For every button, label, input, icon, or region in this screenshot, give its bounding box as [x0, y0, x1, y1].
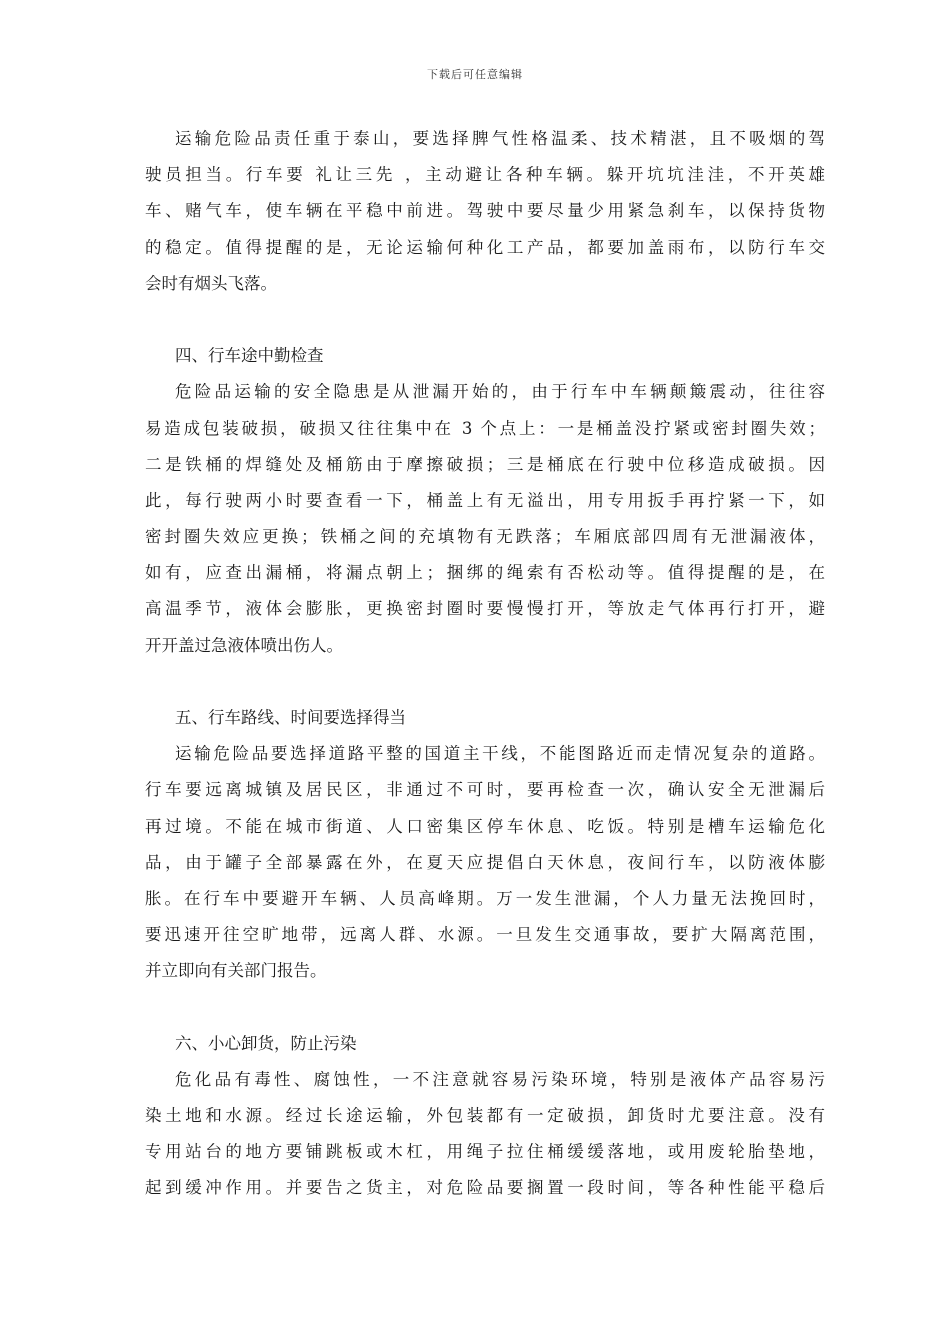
text-line: 染土地和水源。经过长途运输，外包装都有一定破损，卸货时尤要注意。没有: [145, 1106, 825, 1126]
text-line: 密封圈失效应更换；铁桶之间的充填物有无跌落；车厢底部四周有无泄漏液体，: [145, 527, 825, 547]
section-route-timing: [145, 700, 825, 990]
paragraph-spacer: [145, 990, 825, 1026]
text-line: 危化品有毒性、腐蚀性，一不注意就容易污染环境，特别是液体产品容易污: [175, 1069, 825, 1089]
text-line: 车、赌气车，使车辆在平稳中前进。驾驶中要尽量少用紧急刹车，以保持货物: [145, 201, 825, 221]
section-unloading: [145, 1026, 825, 1207]
text-line: 此，每行驶两小时要查看一下，桶盖上有无溢出，用专用扳手再拧紧一下，如: [145, 490, 825, 510]
text-line: 易造成包装破损，破损又往往集中在 3 个点上：一是桶盖没拧紧或密封圈失效；: [145, 418, 825, 438]
page-header-note: 下载后可任意编辑: [427, 68, 523, 81]
text-line: 并立即向有关部门报告。: [145, 961, 327, 981]
text-line: 高温季节，液体会膨胀，更换密封圈时要慢慢打开，等放走气体再行打开，避: [145, 599, 825, 619]
text-line: 的稳定。值得提醒的是，无论运输何种化工产品，都要加盖雨布，以防行车交: [145, 237, 825, 257]
text-line: 驶员担当。行车要 礼让三先 ，主动避让各种车辆。躲开坑坑洼洼，不开英雄: [145, 165, 825, 185]
section-inspection: [145, 338, 825, 664]
text-line: 开开盖过急液体喷出伤人。: [145, 635, 343, 655]
text-line: 运输危险品要选择道路平整的国道主干线，不能图路近而走情况复杂的道路。: [175, 744, 825, 764]
text-line: 危险品运输的安全隐患是从泄漏开始的，由于行车中车辆颠簸震动，往往容: [175, 382, 825, 402]
section-heading: 六、小心卸货，防止污染: [175, 1033, 357, 1053]
text-line: 再过境。不能在城市街道、人口密集区停车休息、吃饭。特别是槽车运输危化: [145, 816, 825, 836]
text-line: 专用站台的地方要铺跳板或木杠，用绳子拉住桶缓缓落地，或用废轮胎垫地，: [145, 1142, 825, 1162]
text-line: 二是铁桶的焊缝处及桶筋由于摩擦破损；三是桶底在行驶中位移造成破损。因: [145, 454, 825, 474]
document-body: [145, 121, 825, 1207]
section-heading: 五、行车路线、时间要选择得当: [175, 708, 406, 727]
text-line: 品，由于罐子全部暴露在外，在夏天应提倡白天休息，夜间行车，以防液体膨: [145, 852, 825, 872]
text-line: 行车要远离城镇及居民区，非通过不可时，要再检查一次，确认安全无泄漏后: [145, 780, 825, 800]
section-heading: 四、行车途中勤检查: [175, 346, 324, 366]
text-line: 胀。在行车中要避开车辆、人员高峰期。万一发生泄漏，个人力量无法挽回时，: [145, 888, 825, 908]
text-line: 会时有烟头飞落。: [145, 273, 277, 293]
text-line: 起到缓冲作用。并要告之货主，对危险品要搁置一段时间，等各种性能平稳后: [145, 1178, 825, 1198]
text-line: 要迅速开往空旷地带，远离人群、水源。一旦发生交通事故，要扩大隔离范围，: [145, 925, 825, 945]
text-line: 如有，应查出漏桶，将漏点朝上；捆绑的绳索有否松动等。值得提醒的是，在: [145, 563, 825, 583]
paragraph-spacer: [145, 302, 825, 338]
paragraph-safe-driving: [145, 121, 825, 302]
text-line: 运输危险品责任重于泰山，要选择脾气性格温柔、技术精湛，且不吸烟的驾: [175, 129, 825, 148]
paragraph-spacer: [145, 664, 825, 700]
